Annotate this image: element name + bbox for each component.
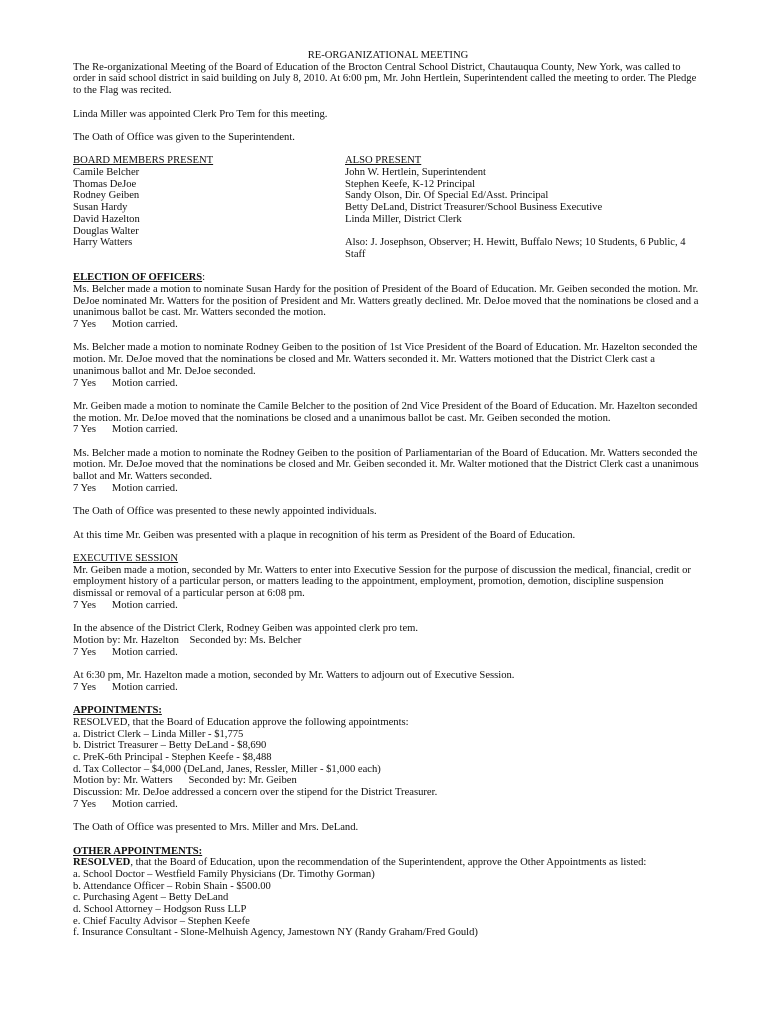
motion-by-text: Motion by: Mr. Watters Seconded by: Mr. Geiben <box>73 775 297 787</box>
other-appointments-heading: OTHER APPOINTMENTS: <box>73 845 203 857</box>
appointment-item: d. Tax Collector – $4,000 (DeLand, Janes, Ressler, Miller - $1,000 each) <box>73 763 381 775</box>
oath-superintendent-text: The Oath of Office was given to the Superintendent. <box>73 131 295 143</box>
observers-text: Also: J. Josephson, Observer; H. Hewitt, Buffalo News; 10 Students, 6 Public, 4 Staff <box>345 237 686 260</box>
also-present-member: John W. Hertlein, Superintendent <box>345 166 486 178</box>
plaque-text: At this time Mr. Geiben was presented with a plaque in recognition of his term as President of the Board of Education. <box>73 529 576 541</box>
executive-session-heading: EXECUTIVE SESSION <box>73 553 179 565</box>
vote-result: 7 Yes Motion carried. <box>73 377 178 389</box>
motion-by-text: Motion by: Mr. Hazelton Seconded by: Ms. Belcher <box>73 634 302 646</box>
board-member: Camile Belcher <box>73 166 140 178</box>
oath-appointments-text: The Oath of Office was presented to Mrs. Miller and Mrs. DeLand. <box>73 822 359 834</box>
also-present-member: Sandy Olson, Dir. Of Special Ed/Asst. Principal <box>345 190 549 202</box>
other-appointment-item: f. Insurance Consultant - Slone-Melhuish Agency, Jamestown NY (Randy Graham/Fred Gould) <box>73 927 478 939</box>
board-member: David Hazelton <box>73 213 140 225</box>
election-motion: Ms. Belcher made a motion to nominate Susan Hardy for the position of President of the Board of Education. Mr. Geiben seconded the motion. Mr. DeJoe nominated Mr. Watters for the position of President and Mr. Watters greatly declined. Mr. DeJoe moved that the nominations be closed and a unanimous ballot be cast. Mr. Watters seconded the motion. <box>73 283 699 319</box>
election-motion: Ms. Belcher made a motion to nominate the Rodney Geiben to the position of Parliamentarian of the Board of Education. Mr. Watters seconded the motion. Mr. DeJoe moved that the nominations be closed and Mr. Geiben seconded it. Mr. Walter motioned that the District Clerk cast a unanimous ballot and Mr. Watters seconded. <box>73 447 699 483</box>
discussion-text: Discussion: Mr. DeJoe addressed a concern over the stipend for the District Treasurer. <box>73 787 438 799</box>
adjourn-text: At 6:30 pm, Mr. Hazelton made a motion, seconded by Mr. Watters to adjourn out of Executive Session. <box>73 670 515 682</box>
election-motion: Mr. Geiben made a motion to nominate the Camile Belcher to the position of 2nd Vice President of the Board of Education. Mr. Hazelton seconded the motion. Mr. DeJoe moved that the nominations be closed and a unanimous ballot be cast. Mr. Geiben seconded the motion. <box>73 400 698 424</box>
vote-result: 7 Yes Motion carried. <box>73 681 178 693</box>
oath-appointed-text: The Oath of Office was presented to these newly appointed individuals. <box>73 506 377 518</box>
resolved-rest: , that the Board of Education, upon the recommendation of the Superintendent, approve the Other Appointments as listed: <box>130 857 647 869</box>
board-members-heading: BOARD MEMBERS PRESENT <box>73 155 214 167</box>
other-appointment-item: d. School Attorney – Hodgson Russ LLP <box>73 904 247 916</box>
election-heading-colon: : <box>202 272 206 284</box>
clerk-pro-tem-text: Linda Miller was appointed Clerk Pro Tem for this meeting. <box>73 108 328 120</box>
document-title: RE-ORGANIZATIONAL MEETING <box>307 50 469 61</box>
other-appointment-item: e. Chief Faculty Advisor – Stephen Keefe <box>73 915 250 927</box>
also-present-heading: ALSO PRESENT <box>345 155 422 167</box>
vote-result: 7 Yes Motion carried. <box>73 798 178 810</box>
vote-result: 7 Yes Motion carried. <box>73 424 178 436</box>
also-present-member: Betty DeLand, District Treasurer/School Business Executive <box>345 202 603 214</box>
election-heading-text: ELECTION OF OFFICERS <box>73 272 203 284</box>
election-motion: Ms. Belcher made a motion to nominate Rodney Geiben to the position of 1st Vice President of the Board of Education. Mr. Hazelton seconded the motion. Mr. DeJoe moved that the nominations be closed and Mr. Watters seconded it. Mr. Watters motioned that the District Clerk cast a unanimous ballot and Mr. DeJoe seconded. <box>73 342 698 377</box>
other-appointment-item: b. Attendance Officer – Robin Shain - $500.00 <box>73 880 271 892</box>
board-members-column <box>73 155 345 260</box>
board-member: Rodney Geiben <box>73 190 140 202</box>
appointments-heading: APPOINTMENTS: <box>73 705 162 717</box>
appointments-resolved: RESOLVED, that the Board of Education approve the following appointments: <box>73 716 409 728</box>
appointment-item: c. PreK-6th Principal - Stephen Keefe - $8,488 <box>73 751 272 763</box>
other-appointment-item: c. Purchasing Agent – Betty DeLand <box>73 892 229 904</box>
attendance-section <box>73 155 703 260</box>
other-appointments-resolved <box>73 857 703 869</box>
board-member: Thomas DeJoe <box>73 178 137 190</box>
vote-result: 7 Yes Motion carried. <box>73 646 178 658</box>
resolved-word: RESOLVED <box>73 857 131 869</box>
also-present-member: Linda Miller, District Clerk <box>345 213 462 225</box>
vote-result: 7 Yes Motion carried. <box>73 482 178 494</box>
intro-paragraph: The Re-organizational Meeting of the Board of Education of the Brocton Central School District, Chautauqua County, New York, was called to order in said school district in said building on July 8, 2010. At 6:00 pm, Mr. John Hertlein, Superintendent called the meeting to order. The Pledge to the Flag was recited. <box>73 61 697 97</box>
vote-result: 7 Yes Motion carried. <box>73 319 178 331</box>
executive-session-text: Mr. Geiben made a motion, seconded by Mr. Watters to enter into Executive Session for the purpose of discussion the medical, financial, credit or employment history of a particular person, or matters leading to the appointment, employment, promotion, demotion, discipline suspension dismissal or removal of a particular person at 6:08 pm. <box>73 564 691 600</box>
meeting-minutes-page <box>73 50 703 939</box>
vote-result: 7 Yes Motion carried. <box>73 599 178 611</box>
appointment-item: b. District Treasurer – Betty DeLand - $8,690 <box>73 740 267 752</box>
board-member: Susan Hardy <box>73 202 128 214</box>
appointment-item: a. District Clerk – Linda Miller - $1,775 <box>73 728 244 740</box>
board-member: Douglas Walter <box>73 225 139 237</box>
other-appointment-item: a. School Doctor – Westfield Family Physicians (Dr. Timothy Gorman) <box>73 868 375 880</box>
clerk-absence-text: In the absence of the District Clerk, Rodney Geiben was appointed clerk pro tem. <box>73 623 419 635</box>
also-present-member: Stephen Keefe, K-12 Principal <box>345 178 476 190</box>
election-heading <box>73 272 703 284</box>
board-member: Harry Watters <box>73 237 133 249</box>
also-present-column <box>345 155 703 260</box>
